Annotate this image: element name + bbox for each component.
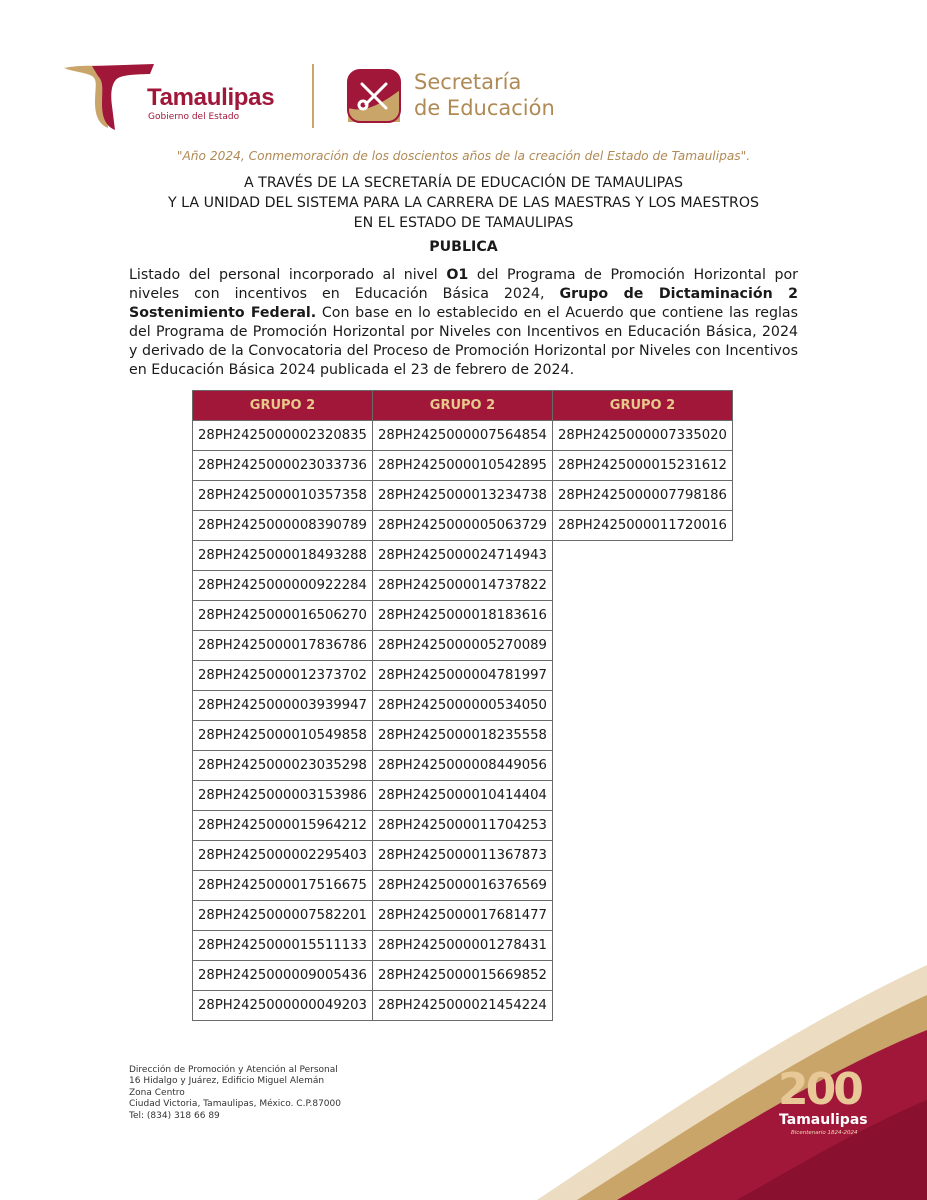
table-row <box>193 721 733 751</box>
intro-part-1: Listado del personal incorporado al nivel <box>129 267 447 283</box>
table-row <box>193 661 733 691</box>
folio-cell: 28PH2425000008390789 <box>193 511 373 541</box>
folio-cell: 28PH2425000010542895 <box>373 451 553 481</box>
header-divider <box>312 64 314 128</box>
table-row <box>193 541 733 571</box>
folio-cell: 28PH2425000014737822 <box>373 571 553 601</box>
folio-cell: 28PH2425000007564854 <box>373 421 553 451</box>
table-row <box>193 841 733 871</box>
heading-line-3: EN EL ESTADO DE TAMAULIPAS <box>353 215 574 231</box>
folio-cell: 28PH2425000000922284 <box>193 571 373 601</box>
heading-line-2: Y LA UNIDAD DEL SISTEMA PARA LA CARRERA DE LAS MAESTRAS Y LOS MAESTROS <box>167 195 760 211</box>
folio-cell: 28PH2425000024714943 <box>373 541 553 571</box>
folio-cell: 28PH2425000007582201 <box>193 901 373 931</box>
folio-cell: 28PH2425000010549858 <box>193 721 373 751</box>
table-row <box>193 481 733 511</box>
table-row <box>193 811 733 841</box>
education-pencil-icon <box>346 68 402 124</box>
footer-line-3: Zona Centro <box>129 1087 185 1098</box>
folio-cell: 28PH2425000009005436 <box>193 961 373 991</box>
folio-cell: 28PH2425000008449056 <box>373 751 553 781</box>
folio-cell: 28PH2425000011367873 <box>373 841 553 871</box>
column-header: GRUPO 2 <box>193 391 373 421</box>
document-heading <box>130 173 797 233</box>
footer-line-1: Dirección de Promoción y Atención al Personal <box>129 1065 338 1075</box>
year-motto: "Año 2024, Conmemoración de los doscientos años de la creación del Estado de Tamaulipas". <box>176 149 751 163</box>
intro-group: Grupo de Dictaminación 2 Sostenimiento Federal. <box>129 286 798 321</box>
anniversary-brand: Tamaulipas <box>779 1112 868 1128</box>
folio-cell: 28PH2425000016376569 <box>373 871 553 901</box>
folio-cell: 28PH2425000005270089 <box>373 631 553 661</box>
folio-cell: 28PH2425000000534050 <box>373 691 553 721</box>
folio-cell: 28PH2425000015231612 <box>553 451 733 481</box>
empty-cell <box>553 691 733 721</box>
table-row <box>193 631 733 661</box>
folio-cell: 28PH2425000017836786 <box>193 631 373 661</box>
empty-cell <box>553 781 733 811</box>
empty-cell <box>553 661 733 691</box>
folio-cell: 28PH2425000017516675 <box>193 871 373 901</box>
folio-cell: 28PH2425000004781997 <box>373 661 553 691</box>
folio-cell: 28PH2425000021454224 <box>373 991 553 1021</box>
folio-cell: 28PH2425000007335020 <box>553 421 733 451</box>
brand-name: Tamaulipas <box>147 84 275 111</box>
table-row <box>193 571 733 601</box>
folio-cell: 28PH2425000003153986 <box>193 781 373 811</box>
table-row <box>193 421 733 451</box>
folio-cell: 28PH2425000015964212 <box>193 811 373 841</box>
intro-part-2: del Programa de Promoción Horizontal por niveles con incentivos en Educación Básica 2024, <box>129 267 798 302</box>
folio-cell: 28PH2425000015669852 <box>373 961 553 991</box>
anniversary-subtitle: Bicentenario 1824-2024 <box>791 1130 858 1136</box>
publica-title: PUBLICA <box>429 239 498 255</box>
folio-cell: 28PH2425000013234738 <box>373 481 553 511</box>
table-row <box>193 871 733 901</box>
folio-cell: 28PH2425000010414404 <box>373 781 553 811</box>
table-row <box>193 451 733 481</box>
folio-cell: 28PH2425000011720016 <box>553 511 733 541</box>
intro-paragraph <box>129 266 798 380</box>
footer-line-5: Tel: (834) 318 66 89 <box>129 1110 220 1121</box>
brand-subtitle: Gobierno del Estado <box>148 112 240 122</box>
folio-cell: 28PH2425000023035298 <box>193 751 373 781</box>
intro-part-3: Con base en lo establecido en el Acuerdo que contiene las reglas del Programa de Promoción Horizontal por Niveles con Incentivos en Educación Básica, 2024 y derivado de la Convocatoria del Proceso de Promoción Horizontal por Niveles con Incentivos en Educación Básica 2024 publicada el 23 de febrero de 2024. <box>129 305 798 378</box>
empty-cell <box>553 601 733 631</box>
folio-cell: 28PH2425000015511133 <box>193 931 373 961</box>
folio-cell: 28PH2425000018183616 <box>373 601 553 631</box>
folio-cell: 28PH2425000010357358 <box>193 481 373 511</box>
corner-decoration <box>537 920 927 1200</box>
folio-cell: 28PH2425000012373702 <box>193 661 373 691</box>
empty-cell <box>553 631 733 661</box>
column-header: GRUPO 2 <box>373 391 553 421</box>
empty-cell <box>553 721 733 751</box>
footer-line-4: Ciudad Victoria, Tamaulipas, México. C.P.87000 <box>129 1099 341 1110</box>
folio-cell: 28PH2425000018493288 <box>193 541 373 571</box>
table-row <box>193 511 733 541</box>
folio-cell: 28PH2425000002320835 <box>193 421 373 451</box>
folio-cell: 28PH2425000023033736 <box>193 451 373 481</box>
folio-cell: 28PH2425000018235558 <box>373 721 553 751</box>
letterhead <box>0 0 927 140</box>
folio-cell: 28PH2425000003939947 <box>193 691 373 721</box>
folio-cell: 28PH2425000016506270 <box>193 601 373 631</box>
folio-cell: 28PH2425000005063729 <box>373 511 553 541</box>
intro-level: O1 <box>446 267 469 283</box>
heading-line-1: A TRAVÉS DE LA SECRETARÍA DE EDUCACIÓN DE TAMAULIPAS <box>243 175 684 191</box>
table-row <box>193 691 733 721</box>
empty-cell <box>553 811 733 841</box>
folio-cell: 28PH2425000017681477 <box>373 901 553 931</box>
folio-cell: 28PH2425000011704253 <box>373 811 553 841</box>
empty-cell <box>553 751 733 781</box>
secretaria-title: Secretaría <box>414 70 522 94</box>
table-row <box>193 601 733 631</box>
empty-cell <box>553 841 733 871</box>
table-header-row <box>193 391 733 421</box>
footer-line-2: 16 Hidalgo y Juárez, Edificio Miguel Alemán <box>129 1076 325 1087</box>
empty-cell <box>553 541 733 571</box>
table-row <box>193 751 733 781</box>
anniversary-number: 200 <box>778 1064 861 1115</box>
folio-cell: 28PH2425000002295403 <box>193 841 373 871</box>
empty-cell <box>553 871 733 901</box>
tamaulipas-logo-icon <box>62 62 157 132</box>
folio-cell: 28PH2425000000049203 <box>193 991 373 1021</box>
empty-cell <box>553 571 733 601</box>
column-header: GRUPO 2 <box>553 391 733 421</box>
secretaria-subtitle: de Educación <box>414 96 555 120</box>
folio-cell: 28PH2425000007798186 <box>553 481 733 511</box>
footer-address <box>129 1065 341 1122</box>
table-row <box>193 781 733 811</box>
folio-cell: 28PH2425000001278431 <box>373 931 553 961</box>
